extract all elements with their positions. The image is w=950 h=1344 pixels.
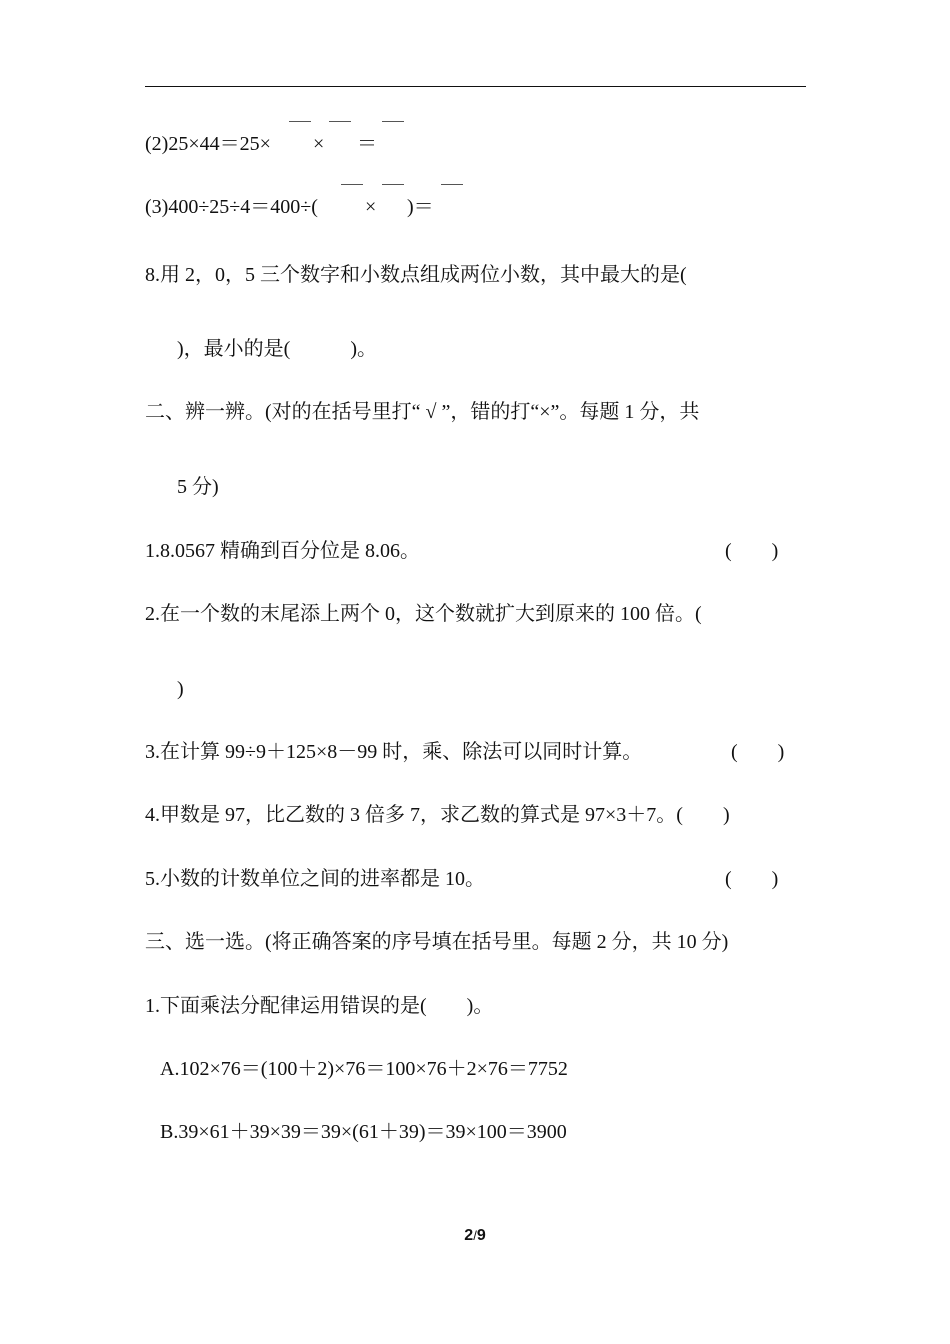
choice-option-b[interactable]: B.39×61＋39×39＝39×(61＋39)＝39×100＝3900 — [160, 1121, 567, 1143]
page-current: 2 — [464, 1227, 474, 1244]
answer-paren[interactable]: ( ) — [725, 868, 779, 890]
judge-item-2: 2.在一个数的末尾添上两个 0，这个数就扩大到原来的 100 倍。( — [145, 603, 702, 625]
q7-item2-text: (2)25×44＝25× — [145, 133, 271, 155]
judge-item-4: 4.甲数是 97，比乙数的 3 倍多 7，求乙数的算式是 97×3＋7。( ) — [145, 804, 730, 826]
answer-paren[interactable]: ( ) — [725, 540, 779, 562]
section2-title: 二、辨一辨。(对的在括号里打“ √ ”，错的打“×”。每题 1 分，共 — [145, 401, 700, 423]
q8-line1: 8.用 2，0，5 三个数字和小数点组成两位小数，其中最大的是( — [145, 264, 687, 286]
q7-item3-close: )＝ — [407, 196, 434, 218]
judge-item-2-cont[interactable]: ) — [177, 678, 184, 700]
q7-item3-text: (3)400÷25÷4＝400÷( — [145, 196, 318, 218]
page-total: 9 — [476, 1227, 486, 1244]
answer-blank[interactable] — [289, 121, 311, 122]
page-separator: / — [473, 1228, 477, 1243]
judge-item-1: 1.8.0567 精确到百分位是 8.06。 — [145, 540, 420, 562]
answer-paren[interactable]: ( ) — [731, 741, 785, 763]
choice-question-1: 1.下面乘法分配律运用错误的是( )。 — [145, 995, 494, 1017]
q8-line2: )，最小的是( )。 — [177, 338, 377, 360]
header-rule — [145, 86, 806, 87]
answer-blank[interactable] — [382, 184, 404, 185]
section3-title: 三、选一选。(将正确答案的序号填在括号里。每题 2 分，共 10 分) — [145, 931, 729, 953]
q7-item3-times: × — [365, 196, 377, 218]
answer-blank[interactable] — [441, 184, 463, 185]
judge-item-5: 5.小数的计数单位之间的进率都是 10。 — [145, 868, 485, 890]
answer-blank[interactable] — [329, 121, 351, 122]
page-number — [0, 1227, 950, 1245]
judge-item-3: 3.在计算 99÷9＋125×8－99 时，乘、除法可以同时计算。 — [145, 741, 643, 763]
q7-item2-equals: ＝ — [357, 133, 377, 155]
answer-blank[interactable] — [341, 184, 363, 185]
answer-blank[interactable] — [382, 121, 404, 122]
q7-item2-times: × — [313, 133, 325, 155]
section2-title-cont: 5 分) — [177, 476, 219, 498]
q7-item2 — [145, 134, 271, 154]
choice-option-a[interactable]: A.102×76＝(100＋2)×76＝100×76＋2×76＝7752 — [160, 1058, 568, 1080]
q7-item3 — [145, 197, 318, 217]
